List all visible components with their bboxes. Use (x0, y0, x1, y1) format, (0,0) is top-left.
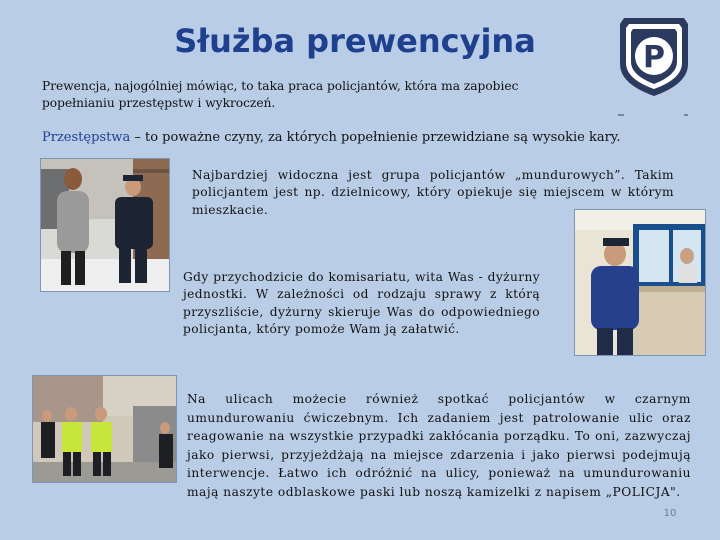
crime-term: Przestępstwa (42, 130, 131, 145)
photo-duty-officer-desk (574, 209, 706, 356)
logo-letter: P (643, 40, 665, 75)
crime-definition-text: – to poważne czyny, za których popełnienie przewidziane są wysokie kary. (130, 130, 621, 145)
police-prevention-logo (618, 14, 690, 98)
patrol-officers-paragraph: Na ulicach możecie również spotkać policjantów w czarnym umundurowaniu ćwiczebnym. Ich zadaniem jest patrolowanie ulic oraz reagowanie na wszystkie przypadki zakłócania porządku. To oni, zazwyczaj jako pierwsi, przyjeżdżają na miejsce zdarzenia i jako pierwsi podejmują interwencje. Łatwo ich odróżnić na ulicy, ponieważ na umundurowaniu mają naszyte odblaskowe paski lub noszą kamizelki z napisem „POLICJA". (187, 392, 691, 499)
photo-street-patrol (32, 375, 177, 483)
crime-definition-paragraph (42, 129, 682, 146)
uniformed-officers-paragraph: Najbardziej widoczna jest grupa policjantów „mundurowych”. Takim policjantem jest np. dzielnicowy, który opiekuje się miejscem w którym mieszkacie. (192, 168, 674, 217)
photo-police-officer-with-citizen (40, 158, 170, 292)
logo-caption-mark (618, 112, 690, 118)
slide-title: Służba prewencyjna (174, 22, 536, 60)
page-number: 10 (663, 508, 677, 519)
intro-paragraph: Prewencja, najogólniej mówiąc, to taka praca policjantów, która ma zapobiec popełnianiu przestępstw i wykroczeń. (42, 79, 519, 111)
duty-officer-paragraph: Gdy przychodzicie do komisariatu, wita Was - dyżurny jednostki. W zależności od rodzaju sprawy z którą przyszliście, dyżurny skieruje Was do odpowiedniego policjanta, który pomoże Wam ją załatwić. (183, 270, 540, 337)
